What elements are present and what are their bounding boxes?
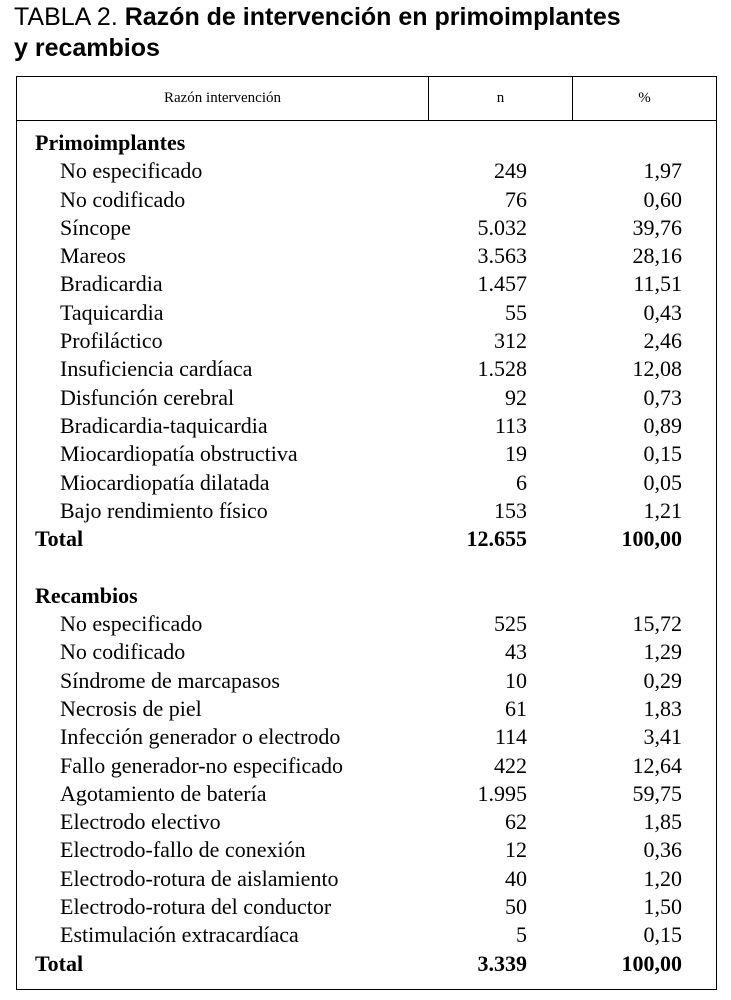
row-count: 3.563 [477, 243, 527, 269]
row-percent: 1,29 [643, 639, 682, 665]
section-heading [17, 582, 716, 610]
row-count: 6 [516, 469, 527, 495]
table-row [17, 836, 716, 864]
row-reason: Profiláctico [60, 328, 163, 354]
row-reason: Bradicardia-taquicardia [60, 412, 268, 438]
row-count: 113 [494, 412, 527, 438]
table-row [17, 327, 716, 355]
table-row [17, 893, 716, 921]
table-row [17, 752, 716, 780]
row-reason: Taquicardia [60, 299, 164, 325]
row-reason: No codificado [60, 639, 186, 665]
row-reason: Electrodo-rotura de aislamiento [60, 865, 339, 891]
table-row [17, 695, 716, 723]
header-n: n [429, 77, 573, 121]
row-reason: Electrodo-rotura del conductor [60, 894, 332, 920]
total-percent: 100,00 [621, 526, 682, 552]
row-percent: 28,16 [632, 243, 682, 269]
row-reason: Necrosis de piel [60, 695, 202, 721]
table-row [17, 412, 716, 440]
row-reason: Disfunción cerebral [60, 384, 235, 410]
row-count: 1.995 [477, 780, 527, 806]
row-percent: 12,08 [632, 356, 682, 382]
row-count: 422 [494, 752, 527, 778]
table-number: TABLA 2. [14, 3, 125, 31]
row-count: 5.032 [477, 214, 527, 240]
table-row [17, 186, 716, 214]
row-count: 153 [494, 497, 527, 523]
row-reason: Síncope [60, 214, 131, 240]
table-title-line-1: Razón de intervención en primoimplantes [124, 3, 621, 31]
table-row [17, 808, 716, 836]
section-spacer [17, 553, 716, 581]
table-title-line-2: y recambios [14, 34, 160, 62]
row-reason: Agotamiento de batería [60, 780, 267, 806]
row-count: 19 [505, 441, 527, 467]
row-count: 1.528 [477, 356, 527, 382]
row-percent: 1,97 [643, 158, 682, 184]
table-row [17, 469, 716, 497]
data-table [16, 76, 717, 990]
row-count: 62 [505, 809, 527, 835]
table-row [17, 865, 716, 893]
row-reason: Electrodo electivo [60, 809, 221, 835]
section-title: Recambios [35, 582, 138, 608]
row-reason: No codificado [60, 186, 186, 212]
row-reason: Miocardiopatía dilatada [60, 469, 270, 495]
table-row [17, 667, 716, 695]
row-count: 76 [505, 186, 527, 212]
row-percent: 0,36 [643, 837, 682, 863]
row-count: 1.457 [477, 271, 527, 297]
total-row [17, 525, 716, 553]
row-reason: Mareos [60, 243, 126, 269]
table-row [17, 440, 716, 468]
table-row [17, 723, 716, 751]
table-row [17, 638, 716, 666]
row-percent: 0,73 [643, 384, 682, 410]
total-label: Total [35, 950, 84, 976]
row-reason: Infección generador o electrodo [60, 724, 341, 750]
table-row [17, 780, 716, 808]
row-count: 40 [505, 865, 527, 891]
row-percent: 0,89 [643, 412, 682, 438]
table-body [17, 129, 716, 978]
total-row [17, 950, 716, 978]
row-reason: Miocardiopatía obstructiva [60, 441, 298, 467]
table-row [17, 497, 716, 525]
total-label: Total [35, 526, 84, 552]
row-reason: No especificado [60, 158, 203, 184]
row-percent: 12,64 [632, 752, 682, 778]
row-percent: 15,72 [632, 611, 682, 637]
row-count: 92 [505, 384, 527, 410]
table-row [17, 214, 716, 242]
row-percent: 0,43 [643, 299, 682, 325]
section-title: Primoimplantes [35, 130, 186, 155]
row-percent: 1,85 [643, 809, 682, 835]
row-percent: 11,51 [633, 271, 682, 297]
row-percent: 0,05 [643, 469, 682, 495]
row-percent: 2,46 [643, 328, 682, 354]
row-reason: No especificado [60, 611, 203, 637]
row-count: 249 [494, 158, 527, 184]
row-percent: 1,20 [643, 865, 682, 891]
row-percent: 0,15 [643, 441, 682, 467]
row-reason: Bradicardia [60, 271, 163, 297]
section-heading [17, 129, 716, 157]
table-row [17, 355, 716, 383]
row-percent: 1,50 [643, 894, 682, 920]
row-percent: 3,41 [643, 724, 682, 750]
row-count: 61 [505, 695, 527, 721]
total-count: 12.655 [466, 526, 527, 552]
total-percent: 100,00 [621, 950, 682, 976]
table-row [17, 384, 716, 412]
row-percent: 1,83 [643, 695, 682, 721]
table-row [17, 921, 716, 949]
table-caption [14, 2, 726, 64]
row-percent: 59,75 [632, 780, 682, 806]
row-count: 525 [494, 611, 527, 637]
row-count: 55 [505, 299, 527, 325]
table-row [17, 242, 716, 270]
table-row [17, 299, 716, 327]
row-reason: Fallo generador-no especificado [60, 752, 343, 778]
row-reason: Síndrome de marcapasos [60, 667, 280, 693]
total-count: 3.339 [477, 950, 527, 976]
row-percent: 0,60 [643, 186, 682, 212]
row-percent: 0,15 [643, 922, 682, 948]
row-percent: 0,29 [643, 667, 682, 693]
row-reason: Estimulación extracardíaca [60, 922, 299, 948]
row-count: 10 [505, 667, 527, 693]
row-percent: 39,76 [632, 214, 682, 240]
table-header-row [17, 77, 716, 121]
row-reason: Electrodo-fallo de conexión [60, 837, 306, 863]
header-percent: % [638, 90, 651, 106]
table-row [17, 157, 716, 185]
header-reason: Razón intervención [17, 77, 429, 121]
row-count: 114 [494, 724, 527, 750]
row-count: 43 [505, 639, 527, 665]
table-row [17, 610, 716, 638]
row-count: 12 [505, 837, 527, 863]
row-percent: 1,21 [643, 497, 682, 523]
row-count: 5 [516, 922, 527, 948]
table-row [17, 270, 716, 298]
row-count: 50 [505, 894, 527, 920]
row-count: 312 [494, 328, 527, 354]
row-reason: Bajo rendimiento físico [60, 497, 268, 523]
row-reason: Insuficiencia cardíaca [60, 356, 253, 382]
